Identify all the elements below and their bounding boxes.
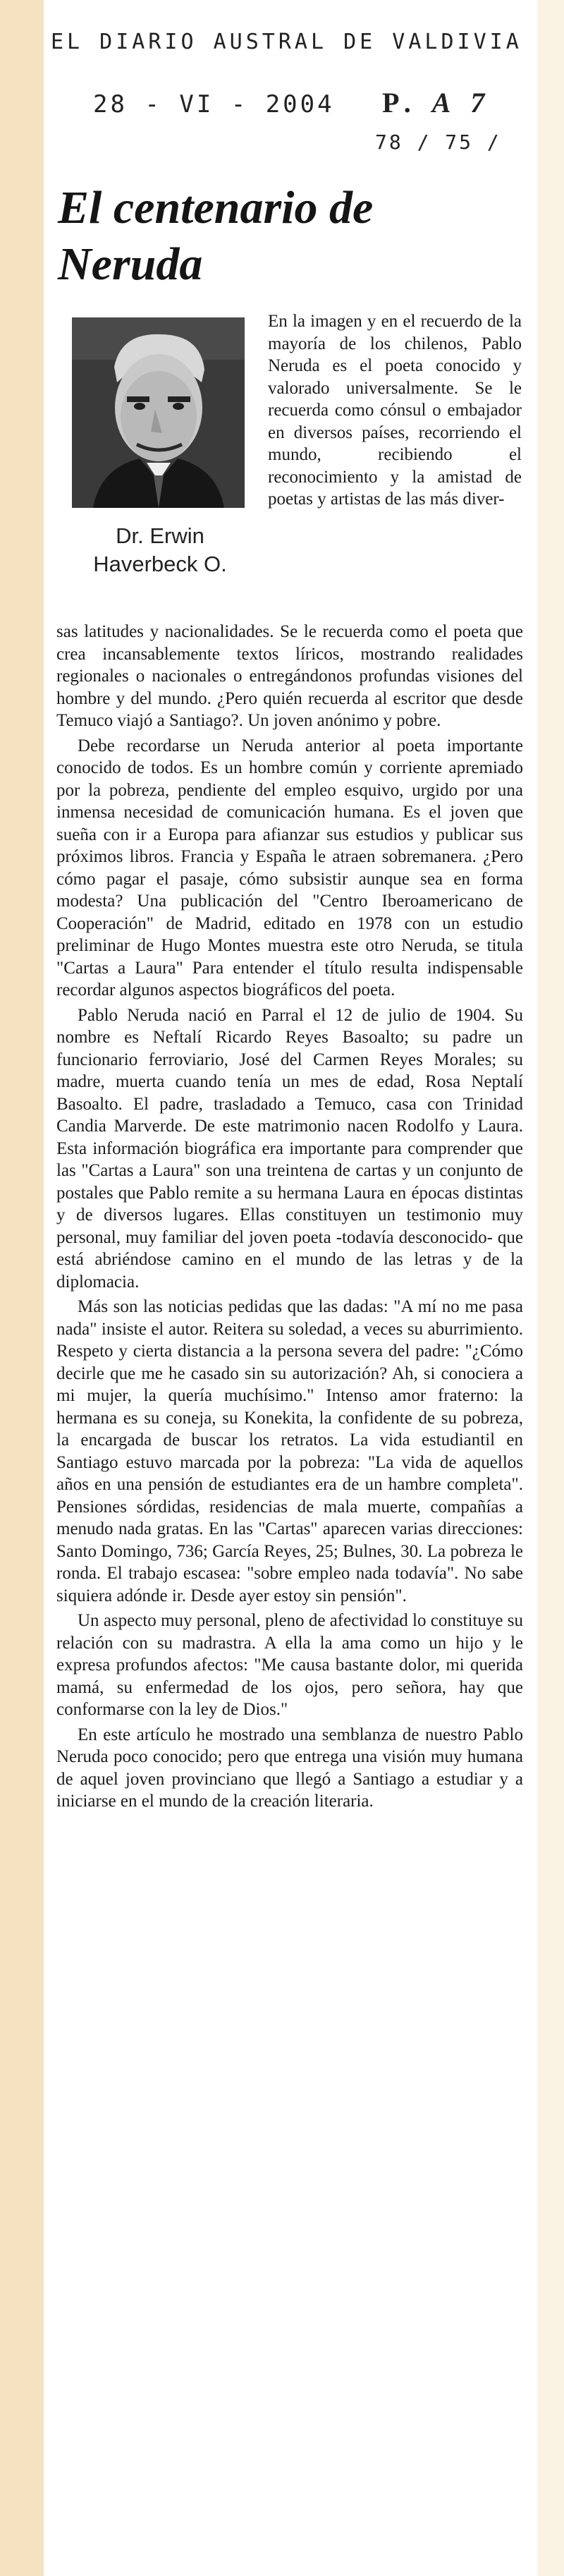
newspaper-name: EL DIARIO AUSTRAL DE VALDIVIA [51, 30, 522, 54]
body-paragraph-5: Un aspecto muy personal, pleno de afectividad lo constituye su relación con su madrastra. A ella la ama como un hijo y le expresa profundos afectos: "Me causa bastante dolor, mi querida mamá, su enfermedad de los ojos, pero señora, hay que conformarse con la ley de Dios." [56, 1611, 523, 1719]
intro-paragraph: En la imagen y en el recuerdo de la mayoría de los chilenos, Pablo Neruda es el poeta conocido y valorado universalmente. Se le recuerda como cónsul o embajador en diversos países, recorriendo el mundo, recibiendo el reconocimiento y la amistad de poetas y artistas de las más diver- [268, 312, 522, 509]
author-name-line2: Haverbeck O. [93, 552, 227, 576]
page-reference [382, 86, 491, 119]
article-body [56, 621, 523, 1813]
page-letter: P. [382, 87, 418, 119]
body-paragraph-4: Más son las noticias pedidas que las dadas: "A mí no me pasa nada" insiste el autor. Reitera su soledad, a veces su aburrimiento. Respeto y cierta distancia a la persona severa del padre: "¿Cómo decirle que me he casado sin su autorización? Ah, si conociera a mi mujer, la quería muchísimo." Intenso amor fraterno: la hermana es su coneja, su Konekita, la confidente de su pobreza, la encargada de buscar los retratos. La vida estudiantil en Santiago estuvo marcada por la pobreza: "La vida de aquellos años en una pensión de estudiantes era de un hambre completa". Pensiones sórdidas, residencias de mala muerte, compañías a menudo nada gratas. En las "Cartas" aparecen varias direcciones: Santo Domingo, 736; García Reyes, 25; Bulnes, 30. La pobreza le ronda. El trabajo escasea: "sobre empleo nada todavía". No sabe siquiera adónde ir. Desde ayer estoy sin pensión". [56, 1297, 523, 1605]
author-name-line1: Dr. Erwin [116, 523, 204, 548]
paper-edge-right [537, 0, 564, 2576]
body-paragraph-1: sas latitudes y nacionalidades. Se le recuerda como el poeta que crea incansablemente textos líricos, mostrando realidades regionales o nacionales o entregándonos profundas visiones del hombre y del mundo. ¿Pero quién recuerda al escritor que desde Temuco viajó a Santiago?. Un joven anónimo y pobre. [56, 622, 523, 730]
article-headline: El centenario de Neruda [58, 182, 374, 290]
body-paragraph-2: Debe recordarse un Neruda anterior al poeta importante conocido de todos. Es un hombre común y corriente apremiado por la pobreza, pendiente del empleo esquivo, urgido por una inmensa necesidad de comunicación humana. Es el joven que sueña con ir a Europa para afianzar sus estudios y publicar sus próximos libros. Francia y España le atraen sobremanera. ¿Pero cómo pagar el pasaje, cómo subsistir aunque sea en forma modesta? Una publicación del "Centro Iberoamericano de Cooperación" de Madrid, editado en 1978 con un estudio preliminar de Hugo Montes muestra este otro Neruda, se titula "Cartas a Laura" Para entender el título resulta indispensable recordar algunos aspectos biográficos del poeta. [56, 736, 523, 1000]
body-paragraph-6: En este artículo he mostrado una semblanza de nuestro Pablo Neruda poco conocido; pero que entrega una visión muy humana de aquel joven provinciano que llegó a Santiago a estudiar y a iniciarse en el mundo de la creación literaria. [56, 1725, 523, 1811]
archive-reference: 78 / 75 / [375, 130, 501, 154]
author-caption [58, 522, 262, 578]
portrait-image [72, 317, 245, 508]
newspaper-clipping [44, 0, 537, 2576]
author-portrait [72, 317, 245, 508]
body-paragraph-3: Pablo Neruda nació en Parral el 12 de julio de 1904. Su nombre es Neftalí Ricardo Reyes Basoalto; su padre un funcionario ferroviario, José del Carmen Reyes Morales; su madre, muerta cuando tenía un mes de edad, Rosa Neptalí Basoalto. El padre, trasladado a Temuco, casa con Trinidad Candia Marverde. De este matrimonio nacen Rodolfo y Laura. Esta información biográfica era importante para comprender que las "Cartas a Laura" son una treintena de cartas y un conjunto de postales que Pablo remite a su hermana Laura en épocas distintas y de diversos lugares. Ellas constituyen un testimonio muy personal, muy familiar del joven poeta -todavía desconocido- que está abriéndose camino en el mundo de las letras y de la diplomacia. [56, 1005, 523, 1292]
clipping-date: 28 - VI - 2004 [93, 90, 335, 119]
page-code: A 7 [431, 87, 492, 119]
paper-edge-left [0, 0, 44, 2576]
